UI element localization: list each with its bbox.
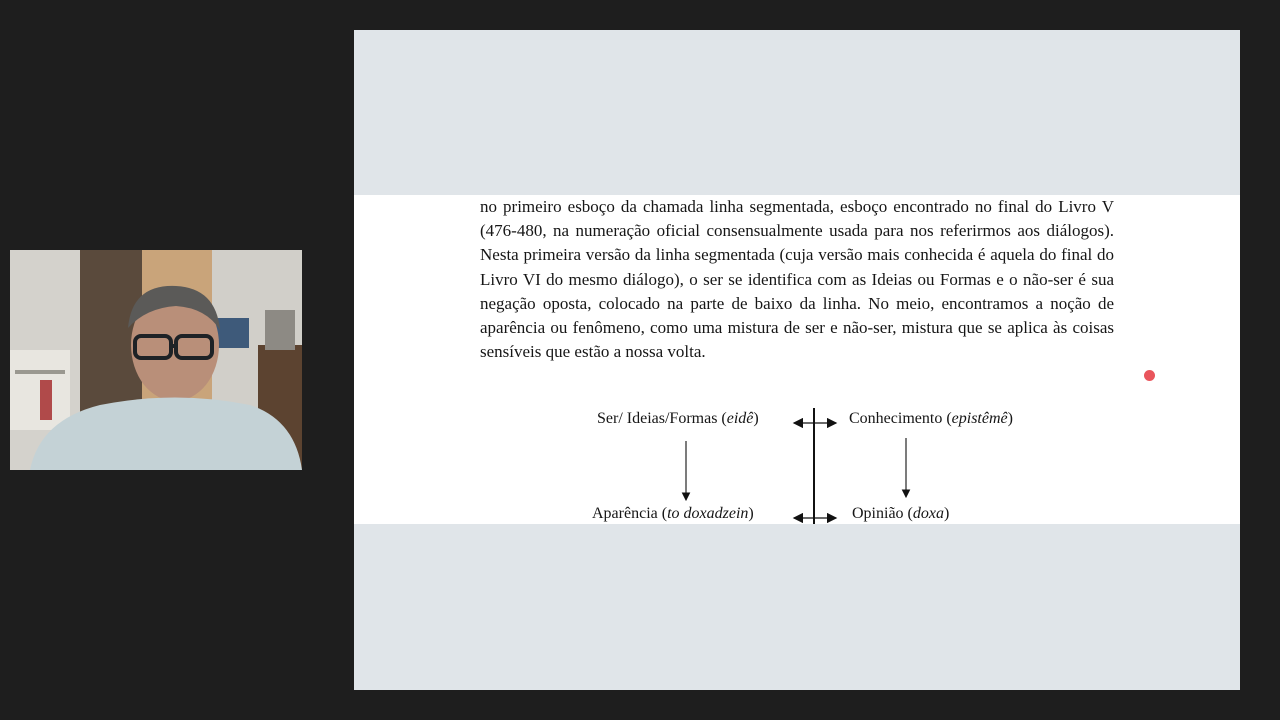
document-page[interactable] (354, 195, 1240, 524)
segmented-line-diagram (354, 405, 1240, 524)
laser-pointer-dot (1144, 370, 1155, 381)
body-paragraph: no primeiro esboço da chamada linha segmentada, esboço encontrado no final do Livro V (476-480, na numeração oficial consensualmente usada para nos referirmos aos diálogos). Nesta primeira versão da linha segmentada (cuja versão mais conhecida é aquela do final do Livro VI do mesmo diálogo), o ser se identifica com as Ideias ou Formas e o não-ser é sua negação oposta, colocado na parte de baixo da linha. No meio, encontramos a noção de aparência ou fenômeno, como uma mistura de ser e não-ser, mistura que se aplica às coisas sensíveis que estão a nossa volta. (480, 197, 1114, 362)
participant-webcam (10, 250, 302, 470)
label-opiniao: Opinião (doxa) (852, 505, 950, 522)
participant-video-icon (10, 250, 302, 470)
label-ser-ideias-formas: Ser/ Ideias/Formas (eidê) (597, 410, 759, 427)
label-conhecimento: Conhecimento (epistêmê) (849, 410, 1013, 427)
shared-screen (354, 30, 1240, 690)
label-aparencia: Aparência (to doxadzein) (592, 505, 754, 522)
diagram-lines (354, 405, 1240, 524)
